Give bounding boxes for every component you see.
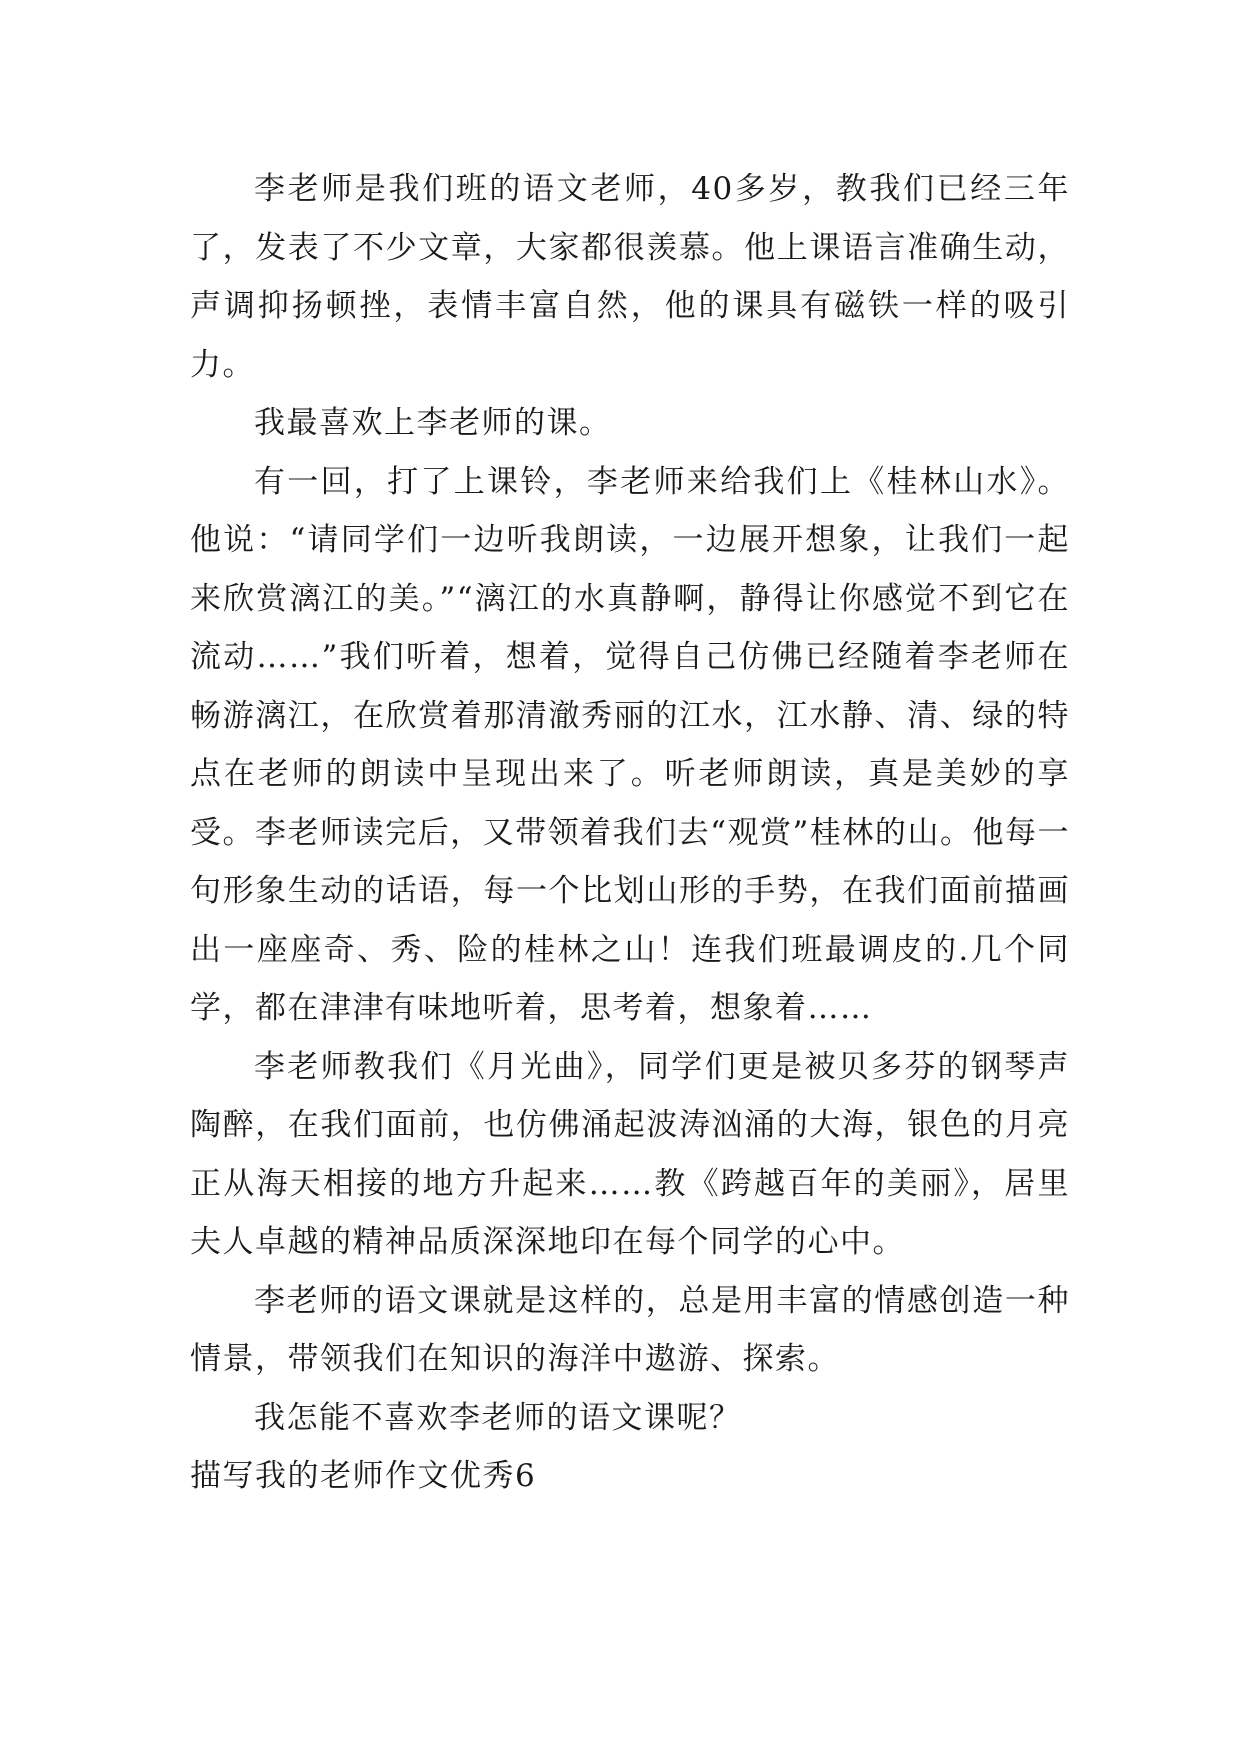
paragraph-2: 我最喜欢上李老师的课。 — [254, 405, 612, 441]
section-heading: 描写我的老师作文优秀6 — [190, 1458, 537, 1494]
document-body — [190, 160, 1070, 1506]
paragraph-1: 李老师是我们班的语文老师，40多岁，教我们已经三年了，发表了不少文章，大家都很羡慕。他上课语言准确生动，声调抑扬顿挫，表情丰富自然，他的课具有磁铁一样的吸引力。 — [190, 171, 1070, 383]
paragraph-3: 有一回，打了上课铃，李老师来给我们上《桂林山水》。他说：“请同学们一边听我朗读，一边展开想象，让我们一起来欣赏漓江的美。”“漓江的水真静啊，静得让你感觉不到它在流动……”我们听着，想着，觉得自己仿佛已经随着李老师在畅游漓江，在欣赏着那清澈秀丽的江水，江水静、清、绿的特点在老师的朗读中呈现出来了。听老师朗读，真是美妙的享受。李老师读完后，又带领着我们去“观赏”桂林的山。他每一句形象生动的话语，每一个比划山形的手势，在我们面前描画出一座座奇、秀、险的桂林之山！连我们班最调皮的.几个同学，都在津津有味地听着，思考着，想象着…… — [190, 463, 1070, 1026]
paragraph-6: 我怎能不喜欢李老师的语文课呢？ — [254, 1399, 742, 1436]
paragraph-4: 李老师教我们《月光曲》，同学们更是被贝多芬的钢琴声陶醉，在我们面前，也仿佛涌起波涛汹涌的大海，银色的月亮正从海天相接的地方升起来……教《跨越百年的美丽》，居里夫人卓越的精神品质深深地印在每个同学的心中。 — [190, 1048, 1070, 1260]
paragraph-5: 李老师的语文课就是这样的，总是用丰富的情感创造一种情景，带领我们在知识的海洋中遨游、探索。 — [190, 1282, 1070, 1377]
